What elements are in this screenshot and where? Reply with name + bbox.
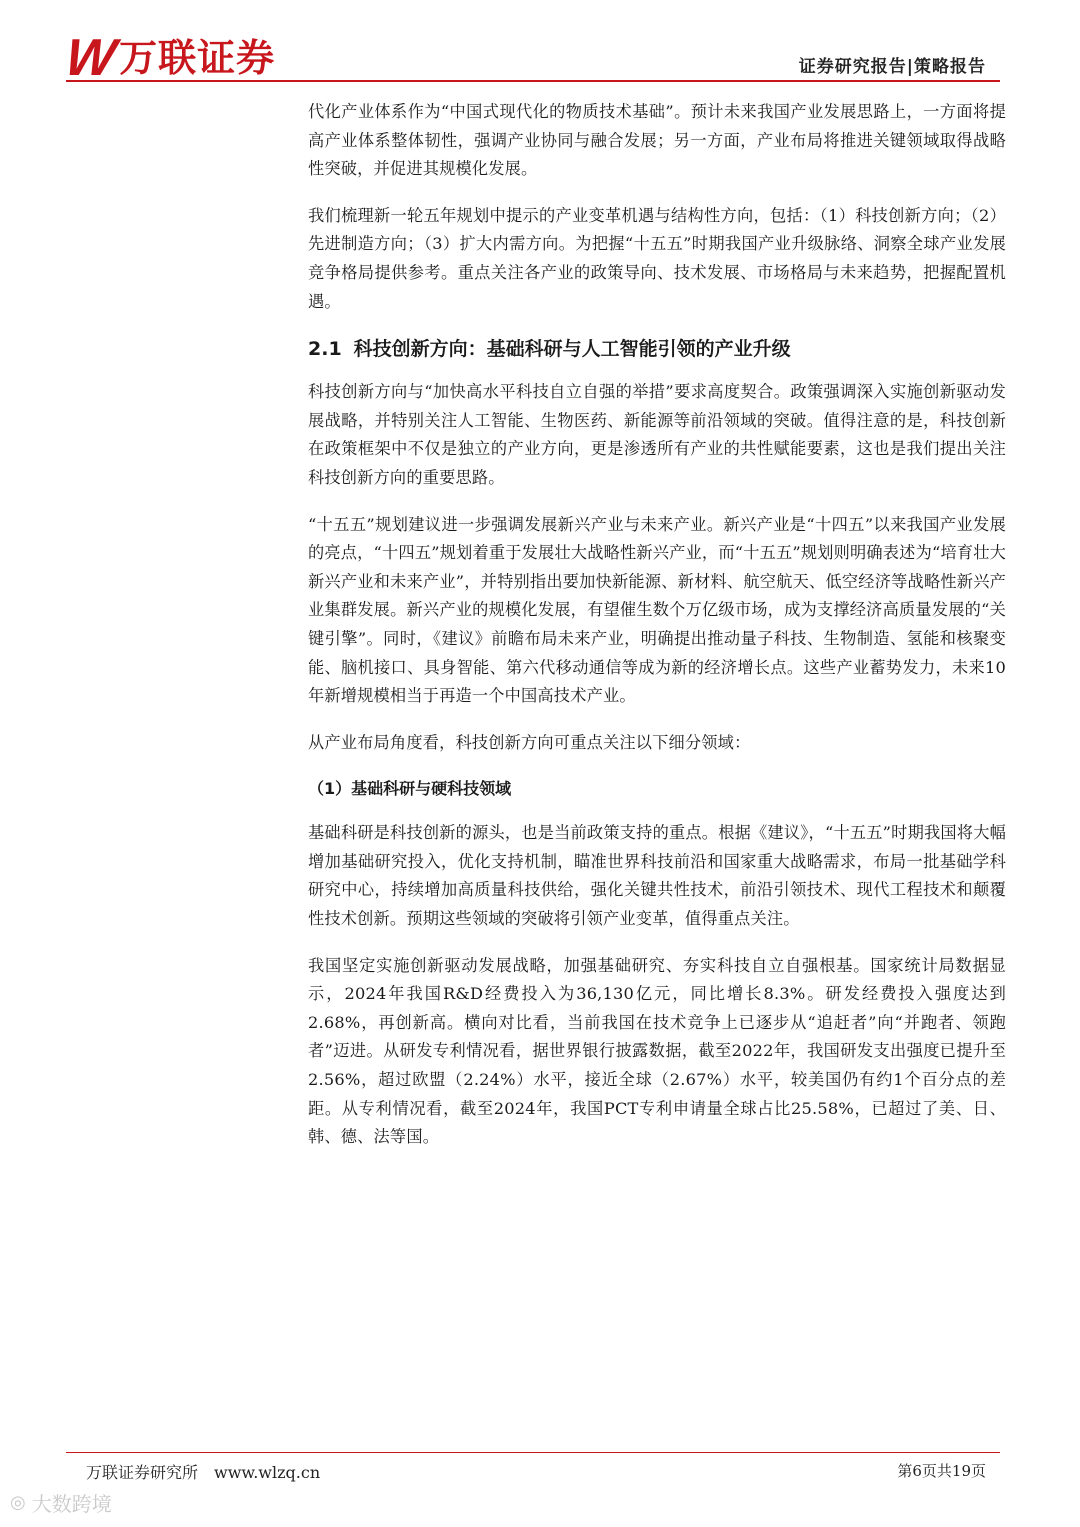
- section-heading: [308, 334, 1006, 364]
- body-paragraph: 我们梳理新一轮五年规划中提示的产业变革机遇与结构性方向，包括：（1）科技创新方向；（2）先进制造方向；（3）扩大内需方向。为把握“十五五”时期我国产业升级脉络、洞察全球产业发展竞争格局提供参考。重点关注各产业的政策导向、技术发展、市场格局与未来趋势，把握配置机遇。: [308, 205, 1006, 311]
- footer-source: [86, 1460, 320, 1483]
- report-body: [308, 98, 1006, 1170]
- body-paragraph: 我国坚定实施创新驱动发展战略，加强基础研究、夯实科技自立自强根基。国家统计局数据显示，2024年我国R&D经费投入为36,130亿元，同比增长8.3%。研发经费投入强度达到2.68%，再创新高。横向对比看，当前我国在技术竞争上已逐步从“追赶者”向“并跑者、领跑者”迈进。从研发专利情况看，据世界银行披露数据，截至2022年，我国研发支出强度已提升至2.56%，超过欧盟（2.24%）水平，接近全球（2.67%）水平，较美国仍有约1个百分点的差距。从专利情况看，截至2024年，我国PCT专利申请量全球占比25.58%，已超过了美、日、韩、德、法等国。: [308, 955, 1006, 1147]
- watermark: [10, 1488, 112, 1517]
- body-paragraph: 代化产业体系作为“中国式现代化的物质技术基础”。预计未来我国产业发展思路上，一方面将提高产业体系整体韧性，强调产业协同与融合发展；另一方面，产业布局将推进关键领域取得战略性突破，并促进其规模化发展。: [308, 102, 1006, 179]
- section-title: 科技创新方向：基础科研与人工智能引领的产业升级: [353, 338, 791, 361]
- logo-mark: W: [61, 29, 114, 87]
- body-paragraph: 科技创新方向与“加快高水平科技自立自强的举措”要求高度契合。政策强调深入实施创新驱动发展战略，并特别关注人工智能、生物医药、新能源等前沿领域的突破。值得注意的是，科技创新在政策框架中不仅是独立的产业方向，更是渗透所有产业的共性赋能要素，这也是我们提出关注科技创新方向的重要思路。: [308, 382, 1006, 487]
- company-logo: [61, 29, 276, 87]
- footer-website-link[interactable]: www.wlzq.cn: [214, 1463, 321, 1482]
- logo-text: 万联证券: [119, 36, 276, 80]
- body-paragraph: 从产业布局角度看，科技创新方向可重点关注以下细分领域：: [308, 732, 751, 752]
- body-paragraph: “十五五”规划建议进一步强调发展新兴产业与未来产业。新兴产业是“十四五”以来我国产业发展的亮点，“十四五”规划着重于发展壮大战略性新兴产业，而“十五五”规划则明确表述为“培育壮大新兴产业和未来产业”，并特别指出要加快新能源、新材料、航空航天、低空经济等战略性新兴产业集群发展。新兴产业的规模化发展，有望催生数个万亿级市场，成为支撑经济高质量发展的“关键引擎”。同时，《建议》前瞻布局未来产业，明确提出推动量子科技、生物制造、氢能和核聚变能、脑机接口、具身智能、第六代移动通信等成为新的经济增长点。这些产业蓄势发力，未来10年新增规模相当于再造一个中国高技术产业。: [308, 514, 1006, 706]
- report-type-label: 证券研究报告|策略报告: [798, 57, 986, 77]
- footer-institute: 万联证券研究所: [86, 1463, 199, 1482]
- header-divider: [66, 80, 1000, 82]
- subsection-heading: （1）基础科研与硬科技领域: [308, 779, 512, 799]
- page-number: 第6页共19页: [897, 1462, 986, 1480]
- weibo-icon: ◎: [10, 1492, 26, 1513]
- watermark-text: 大数跨境: [31, 1492, 112, 1516]
- footer-divider: [66, 1452, 1000, 1453]
- section-number: 2.1: [308, 338, 342, 361]
- body-paragraph: 基础科研是科技创新的源头，也是当前政策支持的重点。根据《建议》，“十五五”时期我国将大幅增加基础研究投入，优化支持机制，瞄准世界科技前沿和国家重大战略需求，布局一批基础学科研究中心，持续增加高质量科技供给，强化关键共性技术，前沿引领技术、现代工程技术和颠覆性技术创新。预期这些领域的突破将引领产业变革，值得重点关注。: [308, 823, 1006, 929]
